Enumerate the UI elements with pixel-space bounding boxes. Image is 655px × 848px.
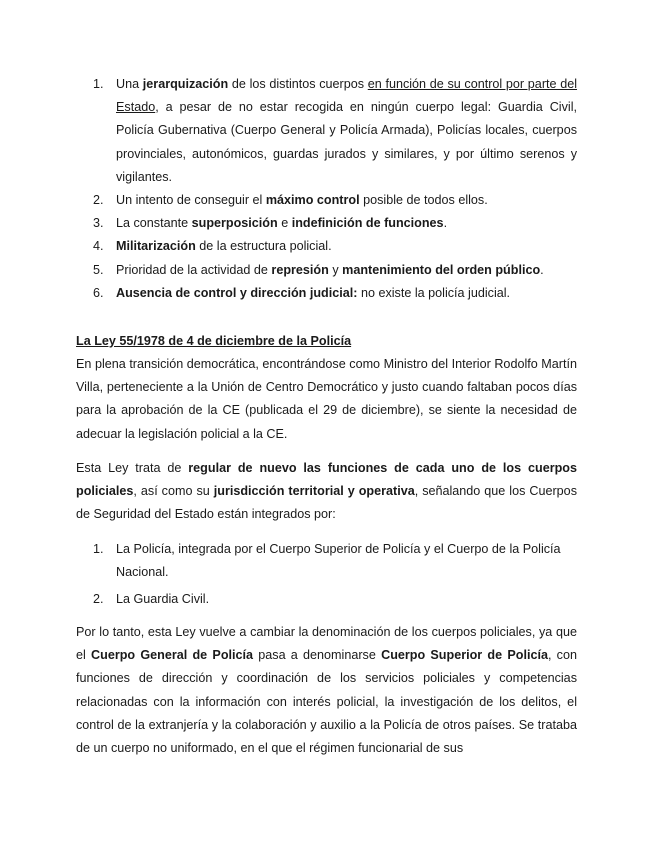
list-number: 1. [93, 77, 104, 91]
list-number: 5. [93, 262, 104, 277]
list-item: 2. Un intento de conseguir el máximo control posible de todos ellos. [93, 189, 577, 212]
list-item: 4. Militarización de la estructura policial. [93, 235, 577, 258]
list-number: 3. [93, 216, 104, 231]
list-number: 2. [93, 592, 104, 607]
list-number: 6. [93, 285, 104, 300]
list-number: 4. [93, 239, 104, 254]
list-number: 2. [93, 193, 104, 208]
list-item: 1. La Policía, integrada por el Cuerpo Superior de Policía y el Cuerpo de la Policía Nacional. [93, 538, 577, 584]
paragraph-denomination: Por lo tanto, esta Ley vuelve a cambiar la denominación de los cuerpos policiales, ya que el Cuerpo General de Policía pasa a denominarse Cuerpo Superior de Policía, con funciones de dirección y coordinación de los servicios policiales y competencias relacionadas con la información con interés policial, la investigación de los delitos, el control de la extranjería y la colaboración y auxilio a la Policía de otros países. Se trataba de un cuerpo no uniformado, en el que el régimen funcionarial de sus [76, 625, 577, 756]
paragraph-transition: En plena transición democrática, encontrándose como Ministro del Interior Rodolfo Martín Villa, perteneciente a la Unión de Centro Democrático y justo cuando faltaban pocos días para la aprobación de la CE (publicada el 29 de diciembre), se siente la necesidad de adecuar la legislación policial a la CE. [76, 357, 577, 441]
list-item: 5. Prioridad de la actividad de represión y mantenimiento del orden público. [93, 259, 577, 282]
enumerated-list-characteristics [93, 73, 577, 305]
paragraph-law-scope: Esta Ley trata de regular de nuevo las funciones de cada uno de los cuerpos policiales, así como su jurisdicción territorial y operativa, señalando que los Cuerpos de Seguridad del Estado están integrados por: [76, 461, 577, 522]
enumerated-list-security-bodies [93, 538, 577, 612]
list-number: 1. [93, 542, 104, 556]
section-heading: La Ley 55/1978 de 4 de diciembre de la Policía [76, 334, 352, 348]
list-item: 2. La Guardia Civil. [93, 588, 577, 611]
list-item: 3. La constante superposición e indefinición de funciones. [93, 212, 577, 235]
list-item: 1. Una jerarquización de los distintos cuerpos en función de su control por parte del Estado, a pesar de no estar recogida en ningún cuerpo legal: Guardia Civil, Policía Gubernativa (Cuerpo General y Policía Armada), Policías locales, cuerpos provinciales, autonómicos, guardas jurados y similares, y por último serenos y vigilantes. [93, 73, 577, 189]
list-item: 6. Ausencia de control y dirección judicial: no existe la policía judicial. [93, 282, 577, 305]
